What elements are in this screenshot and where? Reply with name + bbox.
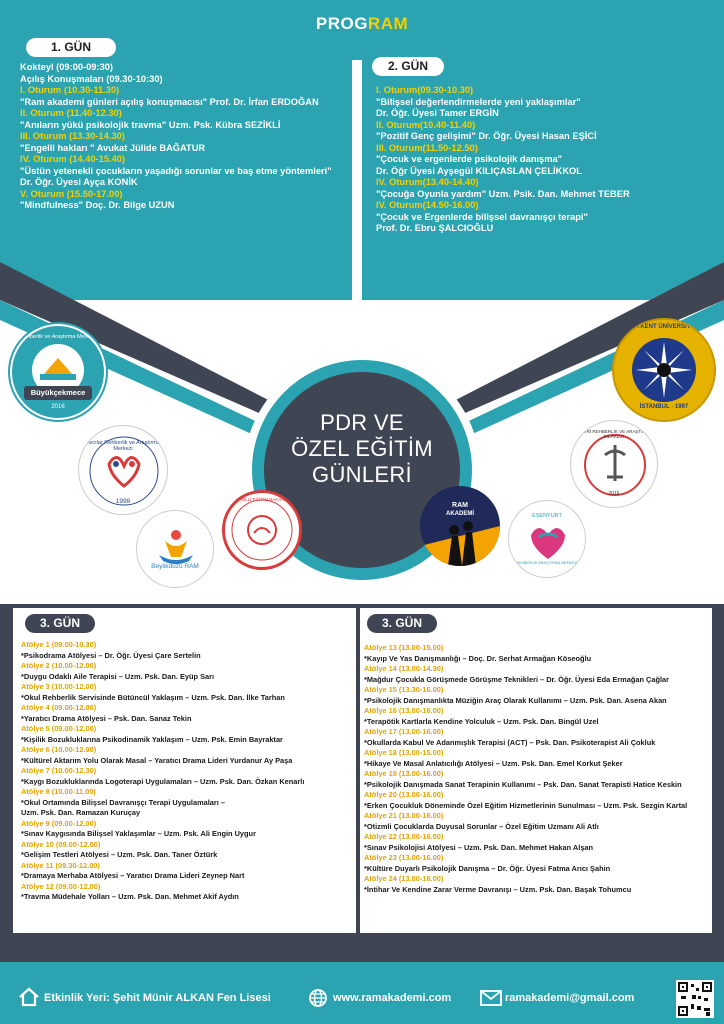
silivri-year: 2016 [608,491,620,497]
workshop-description: *Kişilik Bozukluklarına Psikodinamik Yaklaşım – Uzm. Psk. Emin Bayraktar [21,734,283,744]
workshop-heading: Atölye 8 (10.00-11.00) [21,787,96,796]
workshop-heading: Atölye 17 (13.00-16.00) [364,727,444,736]
workshop-heading: Atölye 1 (09.00-10.30) [21,640,97,649]
day1-line: "Engelli hakları " Avukat Jülide BAĞATUR [20,142,206,153]
beykent-university-logo [612,318,716,422]
globe-icon [308,988,328,1008]
workshop-heading: Atölye 9 (09.00-12.00) [21,818,97,828]
program-title [0,14,724,34]
silivri-arc-text: SİLİVRİ REHBERLİK VE ARAŞTIRMA MERKEZİ [575,429,653,439]
beykent-top-text: BEYKENT ÜNİVERSİTESİ [627,324,700,330]
day2-line: Prof. Dr. Ebru ŞALCIOĞLU [376,223,494,233]
buyukcekmece-name: Büyükçekmece [30,388,86,397]
workshop-heading: Atölye 7 (10.00-12.30) [21,766,97,775]
day2-line: Dr. Öğr. Üyesi Tamer ERGİN [376,108,499,118]
home-icon [18,986,40,1008]
day2-line: I. Oturum(09.30-10.30) [376,85,474,95]
workshop-description: *Kayıp Ve Yas Danışmanlığı – Doç. Dr. Serhat Armağan Köseoğlu [364,653,592,663]
day1-line: III. Oturum (13.30-14.30) [20,131,125,141]
event-title [262,410,462,488]
workshop-description: *Yaratıcı Drama Atölyesi – Psk. Dan. Sanaz Tekin [21,713,192,723]
avcilar-year: 1998 [115,498,131,505]
workshop-heading: Atölye 23 (13.00-16.00) [364,853,444,862]
workshop-description: *Kültürel Aktarım Yolu Olarak Masal – Yaratıcı Drama Lideri Yurdanur Ay Paşa [21,755,293,765]
workshop-heading: Atölye 11 (09.30-12.00) [21,860,100,870]
workshop-description: *Kültüre Duyarlı Psikolojik Danışma – Dr. Öğr. Üyesi Fatma Arıcı Şahin [364,863,611,873]
website-link[interactable]: www.ramakademi.com [333,992,452,1004]
workshops-right-list [364,643,710,895]
day3-label-right: 3. GÜN [367,614,437,633]
day1-line: V. Oturum (15.50-17.00) [20,188,123,199]
day2-line: III. Oturum(11.50-12.50) [376,142,478,153]
beykent-bottom-text: İSTANBUL · 1997 [639,404,689,410]
day2-line: "Bilişsel değerlendirmelerde yeni yaklaşımlar" [376,96,581,107]
workshop-description: *Duygu Odaklı Aile Terapisi – Uzm. Psk. Dan. Eyüp Sarı [21,671,215,681]
day1-schedule [20,62,355,212]
ram-akademi-logo [420,486,500,566]
workshop-description: *Psikodrama Atölyesi – Dr. Öğr. Üyesi Çare Sertelin [21,650,201,660]
day1-line: "Anıların yükü psikolojik travma" Uzm. Psk. Kübra SEZİKLİ [20,119,281,130]
day1-line: "Mindfulness" Doç. Dr. Bilge UZUN [20,200,175,210]
day2-line: Dr. Öğr Üyesi Ayşegül KILIÇASLAN ÇELİKKOL [376,165,582,176]
workshop-description: *Hikaye Ve Masal Anlatıcılığı Atölyesi – Uzm. Psk. Dan. Emel Korkut Şeker [364,758,623,768]
workshop-description: *Erken Çocukluk Döneminde Özel Eğitim Hizmetlerinin Sunulması – Uzm. Psk. Sezgin Kartal [364,800,688,810]
day2-line: "Çocuğa Oyunla yardım" Uzm. Psik. Dan. Mehmet TEBER [376,188,630,199]
day1-line: I. Oturum (10.30-11.30) [20,85,120,95]
workshop-heading: Atölye 14 (13.00-14.30) [364,664,444,673]
qr-code-icon [678,982,712,1016]
beylikduzu-figure-icon [137,511,214,588]
workshop-description: *Mağdur Çocukla Görüşmede Görüşme Teknikleri – Dr. Öğr. Üyesi Eda Ermağan Çağlar [364,674,670,684]
meb-logo [222,490,302,570]
silivri-ram-logo [570,420,658,508]
day1-line: "Üstün yetenekli çocukların yaşadığı sorunlar ve baş etme yöntemleri" [20,165,332,176]
day2-line: "Çocuk ve ergenlerde psikolojik danışma" [376,154,563,164]
workshop-heading: Atölye 13 (13.00-15.00) [364,643,444,652]
workshop-heading: Atölye 6 (10.00-12.00) [21,745,97,754]
workshop-heading: Atölye 18 (13.00-15.00) [364,748,444,757]
event-title-line2: ÖZEL EĞİTİM [291,436,433,461]
buyukcekmece-ram-logo [8,322,108,422]
workshop-description: *Kaygı Bozukluklarında Logoterapi Uygulamaları – Uzm. Psk. Dan. Özkan Kenarlı [21,776,305,786]
workshop-heading: Atölye 10 (09.00-12.00) [21,839,101,849]
workshop-heading: Atölye 19 (13.00-16.00) [364,769,444,778]
workshop-description: Uzm. Psk. Dan. Ramazan Kuruçay [21,808,141,817]
workshop-description: *Okul Rehberlik Servisinde Bütüncül Yaklaşım – Uzm. Psk. Dan. İlke Tarhan [21,692,285,702]
program-title-part-a: PROG [315,14,368,33]
meb-arc-text: T.C. MİLLİ EĞİTİM BAKANLIĞI [230,497,294,502]
ram-akademi-figures-icon [420,486,500,566]
day1-line: IV. Oturum (14.40-15.40) [20,154,126,164]
esenyurt-ram-logo [508,500,586,578]
day1-line: "Ram akademi günleri açılış konuşmacısı" Prof. Dr. İrfan ERDOĞAN [20,96,319,107]
workshop-heading: Atölye 21 (13.00-16.00) [364,811,444,820]
workshop-heading: Atölye 15 (13.30-16.00) [364,685,444,694]
day1-line: Açılış Konuşmaları (09.30-10:30) [20,73,163,84]
ram-akademi-line1: RAM [452,502,468,509]
workshop-description: *Sınav Kaygısında Bilişsel Yaklaşımlar – Uzm. Psk. Ali Engin Uygur [21,829,256,838]
event-title-line1: PDR VE [320,410,404,435]
beykent-city: İSTANBUL [639,404,670,410]
workshop-description: *Terapötik Kartlarla Kendine Yolculuk – Uzm. Psk. Dan. Bingül Uzel [364,716,599,726]
mail-icon [480,990,502,1006]
workshop-description: *Okullarda Kabul Ve Adanmışlık Terapisi (ACT) – Psk. Dan. Psikoterapist Ali Çokluk [364,737,656,747]
qr-code[interactable] [676,980,714,1018]
email-link[interactable]: ramakademi@gmail.com [505,992,635,1004]
day2-line: "Çocuk ve Ergenlerde bilişsel davranışçı terapi" [376,211,588,222]
meb-emblem-icon [225,493,299,567]
workshop-heading: Atölye 22 (13.00-16.00) [364,832,444,841]
event-title-line3: GÜNLERİ [312,462,412,487]
esenyurt-bottom-text: REHBERLİK ARAŞTIRMA MERKEZİ [515,561,579,565]
workshop-description: *Okul Ortamında Bilişsel Davranışçı Terapi Uygulamaları – [21,797,226,807]
buyukcekmece-year: 2016 [51,404,65,410]
esenyurt-top-text: ESENYURT [532,513,562,519]
workshop-heading: Atölye 24 (13.00-16.00) [364,874,444,883]
avcilar-arc-text: Avcılar Rehberlik ve Araştırma Merkezi [86,440,160,452]
workshop-description: *Psikolojik Danışmanlıkta Müziğin Araç Olarak Kullanımı – Uzm. Psk. Dan. Asena Akan [364,695,667,705]
day2-line: II. Oturum(10.40-11.40) [376,119,476,130]
workshop-description: *Sınav Psikolojisi Atölyesi – Uzm. Psk. Dan. Mehmet Hakan Alşan [364,842,594,852]
workshop-heading: Atölye 5 (09.00-12.00) [21,724,97,733]
venue-text: Etkinlik Yeri: Şehit Münir ALKAN Fen Lisesi [44,992,271,1004]
program-title-part-b: RAM [367,14,409,33]
workshop-description: *Psikolojik Danışmada Sanat Terapinin Kullanımı – Psk. Dan. Sanat Terapisti Hatice Keskin [364,779,682,789]
day1-line: Kokteyl (09:00-09:30) [20,62,114,72]
workshop-heading: Atölye 3 (10.00-12.00) [21,682,97,691]
workshop-heading: Atölye 4 (09.00-12.00) [21,703,97,712]
workshops-left-list [21,640,354,903]
buyukcekmece-top-text: Rehberlik ve Araştırma Merkezi [19,334,97,340]
beylikduzu-ram-logo [136,510,214,588]
day2-line: IV. Oturum(14.50-16.00) [376,200,479,210]
avcilar-ram-logo [78,425,168,515]
day2-line: IV. Oturum(13.40-14.40) [376,177,479,187]
workshop-description: *Otizmli Çocuklarda Duyusal Sorunlar – Özel Eğitim Uzmanı Ali Atlı [364,821,599,831]
workshop-description: *Travma Müdehale Yolları – Uzm. Psk. Dan. Mehmet Akif Aydın [21,892,239,901]
day2-label: 2. GÜN [372,57,444,76]
day1-line: Dr. Öğr. Üyesi Ayça KONİK [20,177,138,187]
day1-label: 1. GÜN [26,38,116,57]
day1-line: II. Oturum (11.40-12.30) [20,108,122,118]
workshop-heading: Atölye 16 (13.00-16.00) [364,706,444,715]
workshop-heading: Atölye 20 (13.00-16.00) [364,790,444,799]
day2-schedule [376,85,706,235]
workshop-heading: Atölye 12 (09.00-12.00) [21,881,101,891]
ram-akademi-line2: AKADEMİ [446,511,474,517]
workshop-description: *Gelişim Testleri Atölyesi – Uzm. Psk. Dan. Taner Öztürk [21,850,218,859]
beylikduzu-name: Beylikdüzü RAM [151,563,199,570]
day3-label-left: 3. GÜN [25,614,95,633]
workshop-heading: Atölye 2 (10.00-12.00) [21,661,97,670]
day2-line: "Pozitif Genç gelişimi" Dr. Öğr. Üyesi Hasan EŞİCİ [376,131,597,141]
workshop-description: *İntihar Ve Kendine Zarar Verme Davranışı – Uzm. Psk. Dan. Başak Tohumcu [364,884,632,894]
beykent-year: 1997 [674,404,689,410]
workshop-description: *Dramaya Merhaba Atölyesi – Yaratıcı Drama Lideri Zeynep Nart [21,871,245,880]
